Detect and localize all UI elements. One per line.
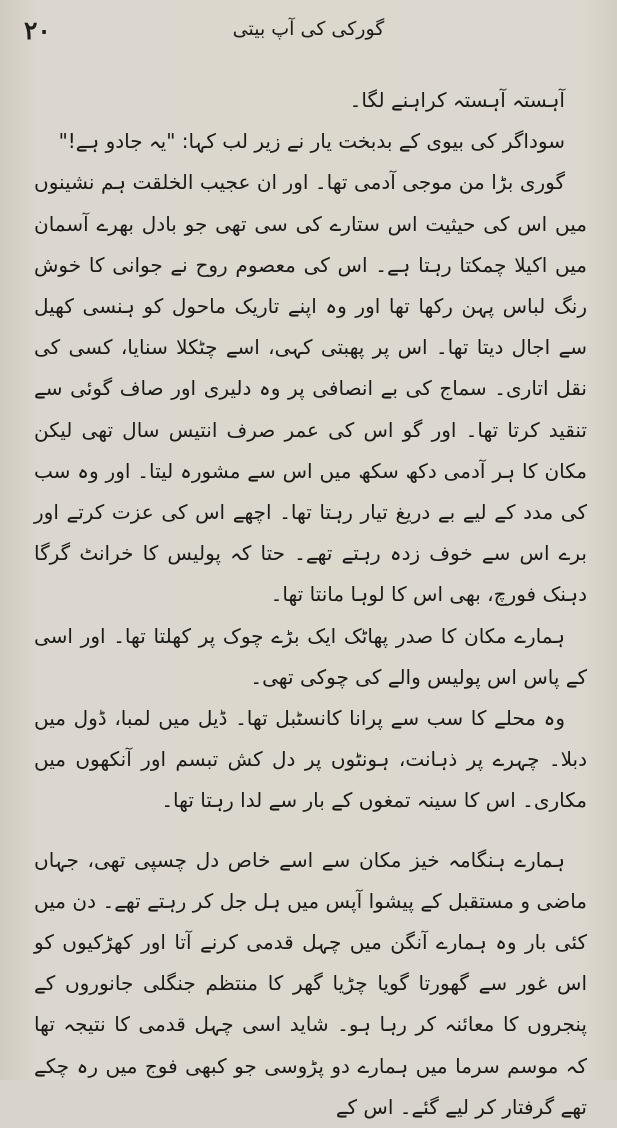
paragraph: سوداگر کی بیوی کے بدبخت یار نے زیر لب کہا: "یہ جادو ہے!" (58, 129, 565, 154)
paragraph: ہمارے مکان کا صدر پھاٹک ایک بڑے چوک پر کھلتا تھا۔ اور اسی کے پاس اس پولیس والے کی چوکی تھی۔ (34, 623, 587, 689)
paragraph: ہمارے ہنگامہ خیز مکان سے اسے خاص دل چسپی تھی، جہاں ماضی و مستقبل کے پیشوا آپس میں ہل جل کر رہتے تھے۔ دن میں کئی بار وہ ہمارے آنگن میں چہل قدمی کرنے آتا اور کھڑکیوں کو اس غور سے گھورتا گویا چڑیا گھر کا منتظم جنگلی جانوروں کے پنجروں کا معائنہ کر رہا ہو۔ شاید اسی چہل قدمی کا نتیجہ تھا کہ موسم سرما میں ہمارے دو پڑوسی جو کبھی فوج میں رہ چکے تھے گرفتار کر لیے گئے۔ اس کے (34, 847, 587, 1119)
paragraph: گوری بڑا من موجی آدمی تھا۔ اور ان عجیب الخلقت ہم نشینوں میں اس کی حیثیت اس ستارے کی سی تھی جو بادل بھرے آسمان میں اکیلا چمکتا رہتا ہے۔ اس کی معصوم روح نے جوانی کا خوش رنگ لباس پہن رکھا تھا اور وہ اپنے تاریک ماحول کو ہنسی کھیل سے اجال دیتا تھا۔ اس پر پھبتی کہی، اسے چٹکلا سنایا، کسی کی نقل اتاری۔ سماج کی بے انصافی پر وہ دلیری اور صاف گوئی سے تنقید کرتا تھا۔ اور گو اس کی عمر صرف انتیس سال تھی لیکن مکان کا ہر آدمی دکھ سکھ میں اس سے مشورہ لیتا۔ اور وہ سب کی مدد کے لیے بے دریغ تیار رہتا تھا۔ اچھے اس کی عزت کرتے اور برے اس سے خوف زدہ رہتے تھے۔ حتا کہ پولیس کا خرانٹ گرگا دہنک فورچ، بھی اس کا لوہا مانتا تھا۔ (34, 170, 587, 607)
paragraph: آہستہ آہستہ کراہنے لگا۔ (349, 88, 565, 112)
body-text (34, 80, 587, 1119)
page-number: ۲۰ (24, 16, 51, 45)
paragraph: وہ محلے کا سب سے پرانا کانسٹبل تھا۔ ڈیل میں لمبا، ڈول میں دبلا۔ چہرے پر ذہانت، ہونٹوں پر دل کش تبسم اور آنکھوں میں مکاری۔ اس کا سینہ تمغوں کے بار سے لدا رہتا تھا۔ (34, 706, 587, 813)
running-title: گورکی کی آپ بیتی (232, 18, 385, 40)
page-header (24, 14, 593, 54)
